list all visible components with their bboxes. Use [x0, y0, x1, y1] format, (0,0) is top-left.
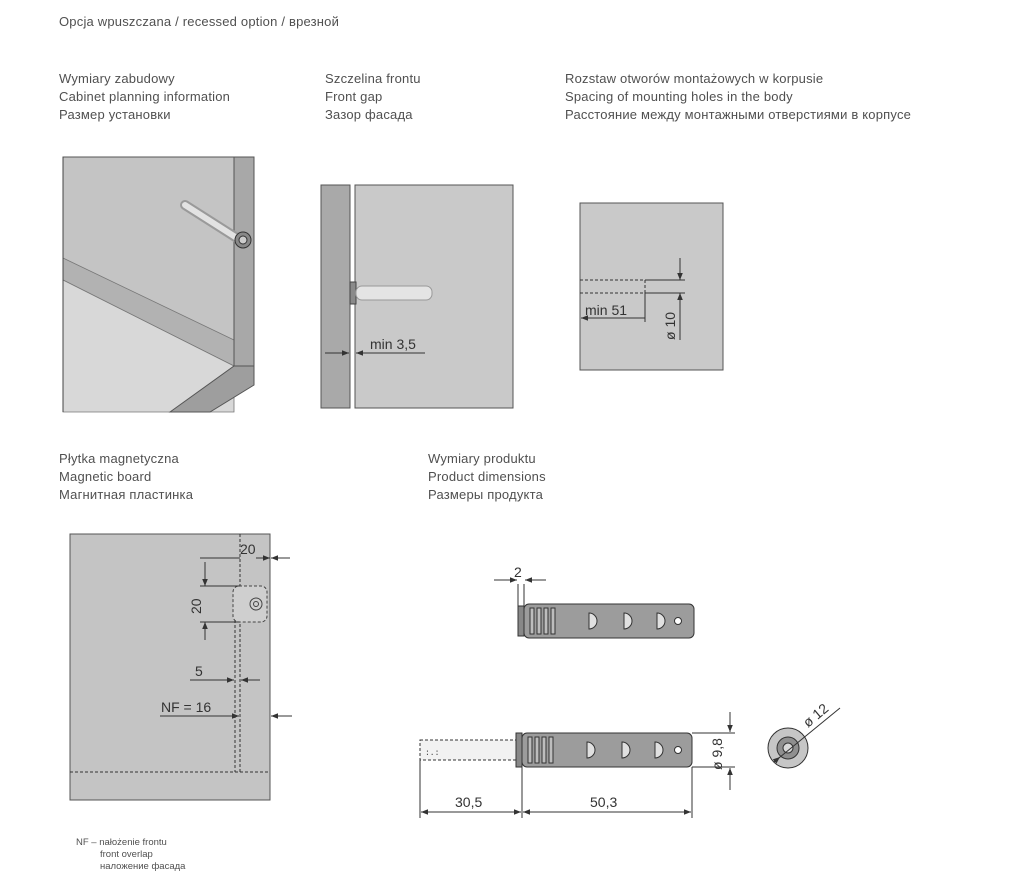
caption-ru: Размер установки — [59, 107, 171, 122]
hole-spacing-illustration — [580, 203, 723, 370]
caption-en: Magnetic board — [59, 469, 152, 484]
mag-height-label: 20 — [188, 598, 204, 614]
page-title: Opcja wpuszczana / recessed option / врезной — [59, 14, 340, 29]
length-a-label: 30,5 — [455, 794, 483, 810]
caption-pl: Rozstaw otworów montażowych w korpusie — [565, 71, 824, 86]
front-gap-dim-label: min 3,5 — [370, 336, 416, 352]
caption-pl: Wymiary produktu — [428, 451, 536, 466]
caption-en: Product dimensions — [428, 469, 546, 484]
mag-offset-label: 5 — [195, 663, 203, 679]
magnetic-board-illustration — [70, 534, 292, 800]
caption-en: Spacing of mounting holes in the body — [565, 89, 793, 104]
body-diameter-label: ø 9,8 — [709, 738, 725, 770]
caption-ru: Размеры продукта — [428, 487, 544, 502]
hole-depth-label: min 51 — [585, 302, 628, 318]
cabinet-illustration — [63, 157, 254, 412]
product-side-view-bottom — [420, 712, 735, 818]
caption-pl: Wymiary zabudowy — [59, 71, 175, 86]
caption-en: Front gap — [325, 89, 383, 104]
caption-pl: Płytka magnetyczna — [59, 451, 179, 466]
footnote-line-en: front overlap — [100, 849, 153, 860]
caption-en: Cabinet planning information — [59, 89, 231, 104]
footnote-line-pl: NF – nałożenie frontu — [76, 837, 167, 848]
length-b-label: 50,3 — [590, 794, 618, 810]
mag-width-label: 20 — [240, 541, 256, 557]
footnote-line-ru: наложение фасада — [100, 861, 186, 872]
flange-dim-label: 2 — [514, 564, 522, 580]
front-gap-illustration — [321, 185, 513, 408]
caption-pl: Szczelina frontu — [325, 71, 421, 86]
caption-ru: Расстояние между монтажными отверстиями в корпусе — [565, 107, 912, 122]
caption-ru: Магнитная пластинка — [59, 487, 194, 502]
svg-text::.:: :.: — [425, 749, 440, 758]
mag-overlap-label: NF = 16 — [161, 699, 212, 715]
head-diameter-label: ø 12 — [799, 700, 832, 731]
caption-ru: Зазор фасада — [325, 107, 413, 122]
hole-diameter-label: ø 10 — [662, 311, 678, 340]
product-side-view-top — [494, 564, 694, 638]
product-front-view — [768, 700, 840, 768]
